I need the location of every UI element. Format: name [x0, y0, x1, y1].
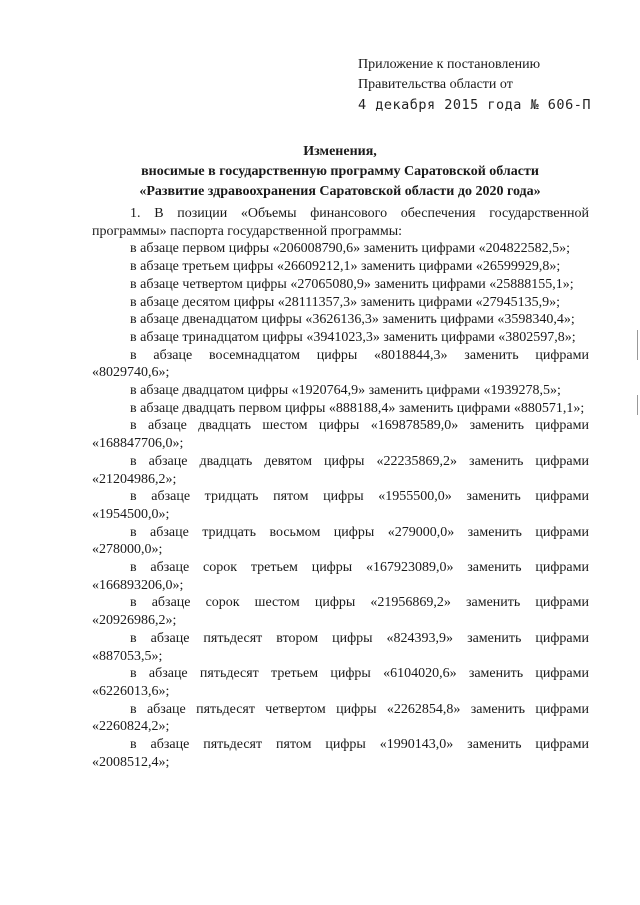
paragraph-item: в абзаце сорок шестом цифры «21956869,2» заменить цифрами «20926986,2»;	[92, 595, 589, 629]
paragraph-item: в абзаце тридцать пятом цифры «1955500,0» заменить цифрами «1954500,0»;	[92, 489, 589, 522]
paragraph-item: в абзаце пятьдесят пятом цифры «1990143,0» заменить цифрами «2008512,4»;	[92, 737, 589, 770]
paragraph-item: в абзаце восемнадцатом цифры «8018844,3» заменить цифрами «8029740,6»;	[92, 347, 589, 381]
paragraph-item: в абзаце тринадцатом цифры «3941023,3» заменить цифрами «3802597,8»;	[130, 329, 576, 345]
paragraph-item: в абзаце первом цифры «206008790,6» заменить цифрами «204822582,5»;	[130, 241, 570, 257]
document-title	[90, 142, 590, 202]
title-line-2: вносимые в государственную программу Саратовской области	[141, 164, 539, 179]
scan-edge-mark	[637, 330, 638, 360]
paragraph-item: в абзаце третьем цифры «26609212,1» заменить цифрами «26599929,8»;	[130, 259, 561, 275]
paragraph-item: в абзаце четвертом цифры «27065080,9» заменить цифрами «25888155,1»;	[130, 276, 574, 292]
paragraph-item: в абзаце двадцатом цифры «1920764,9» заменить цифрами «1939278,5»;	[130, 383, 561, 399]
paragraph-item: в абзаце пятьдесят третьем цифры «6104020,6» заменить цифрами «6226013,6»;	[92, 666, 589, 699]
paragraph-item: в абзаце десятом цифры «28111357,3» заменить цифрами «27945135,9»;	[130, 294, 561, 310]
paragraph-item: в абзаце двенадцатом цифры «3626136,3» заменить цифрами «3598340,4»;	[130, 312, 575, 328]
paragraph-item: в абзаце двадцать девятом цифры «22235869,2» заменить цифрами «21204986,2»;	[92, 453, 589, 487]
appendix-line-2: Правительства области от	[358, 77, 513, 92]
document-body	[92, 205, 589, 772]
paragraph-intro: 1. В позиции «Объемы финансового обеспечения государственной программы» паспорта государственной программы:	[92, 206, 589, 239]
title-line-3: «Развитие здравоохранения Саратовской области до 2020 года»	[139, 184, 541, 199]
paragraph-item: в абзаце двадцать первом цифры «888188,4» заменить цифрами «880571,1»;	[130, 400, 585, 416]
appendix-line-1: Приложение к постановлению	[358, 57, 541, 72]
paragraph-item: в абзаце пятьдесят втором цифры «824393,9» заменить цифрами «887053,5»;	[92, 630, 589, 664]
paragraph-item: в абзаце двадцать шестом цифры «169878589,0» заменить цифрами «168847706,0»;	[92, 418, 589, 452]
paragraph-item: в абзаце сорок третьем цифры «167923089,0» заменить цифрами «166893206,0»;	[92, 560, 589, 593]
appendix-header	[358, 55, 591, 115]
scan-edge-mark	[637, 395, 638, 415]
appendix-date-stamp: 4 декабря 2015 года № 606-П	[358, 97, 591, 113]
title-line-1: Изменения,	[303, 144, 377, 159]
paragraph-item: в абзаце пятьдесят четвертом цифры «2262854,8» заменить цифрами «2260824,2»;	[92, 701, 589, 735]
paragraph-item: в абзаце тридцать восьмом цифры «279000,0» заменить цифрами «278000,0»;	[92, 524, 589, 558]
